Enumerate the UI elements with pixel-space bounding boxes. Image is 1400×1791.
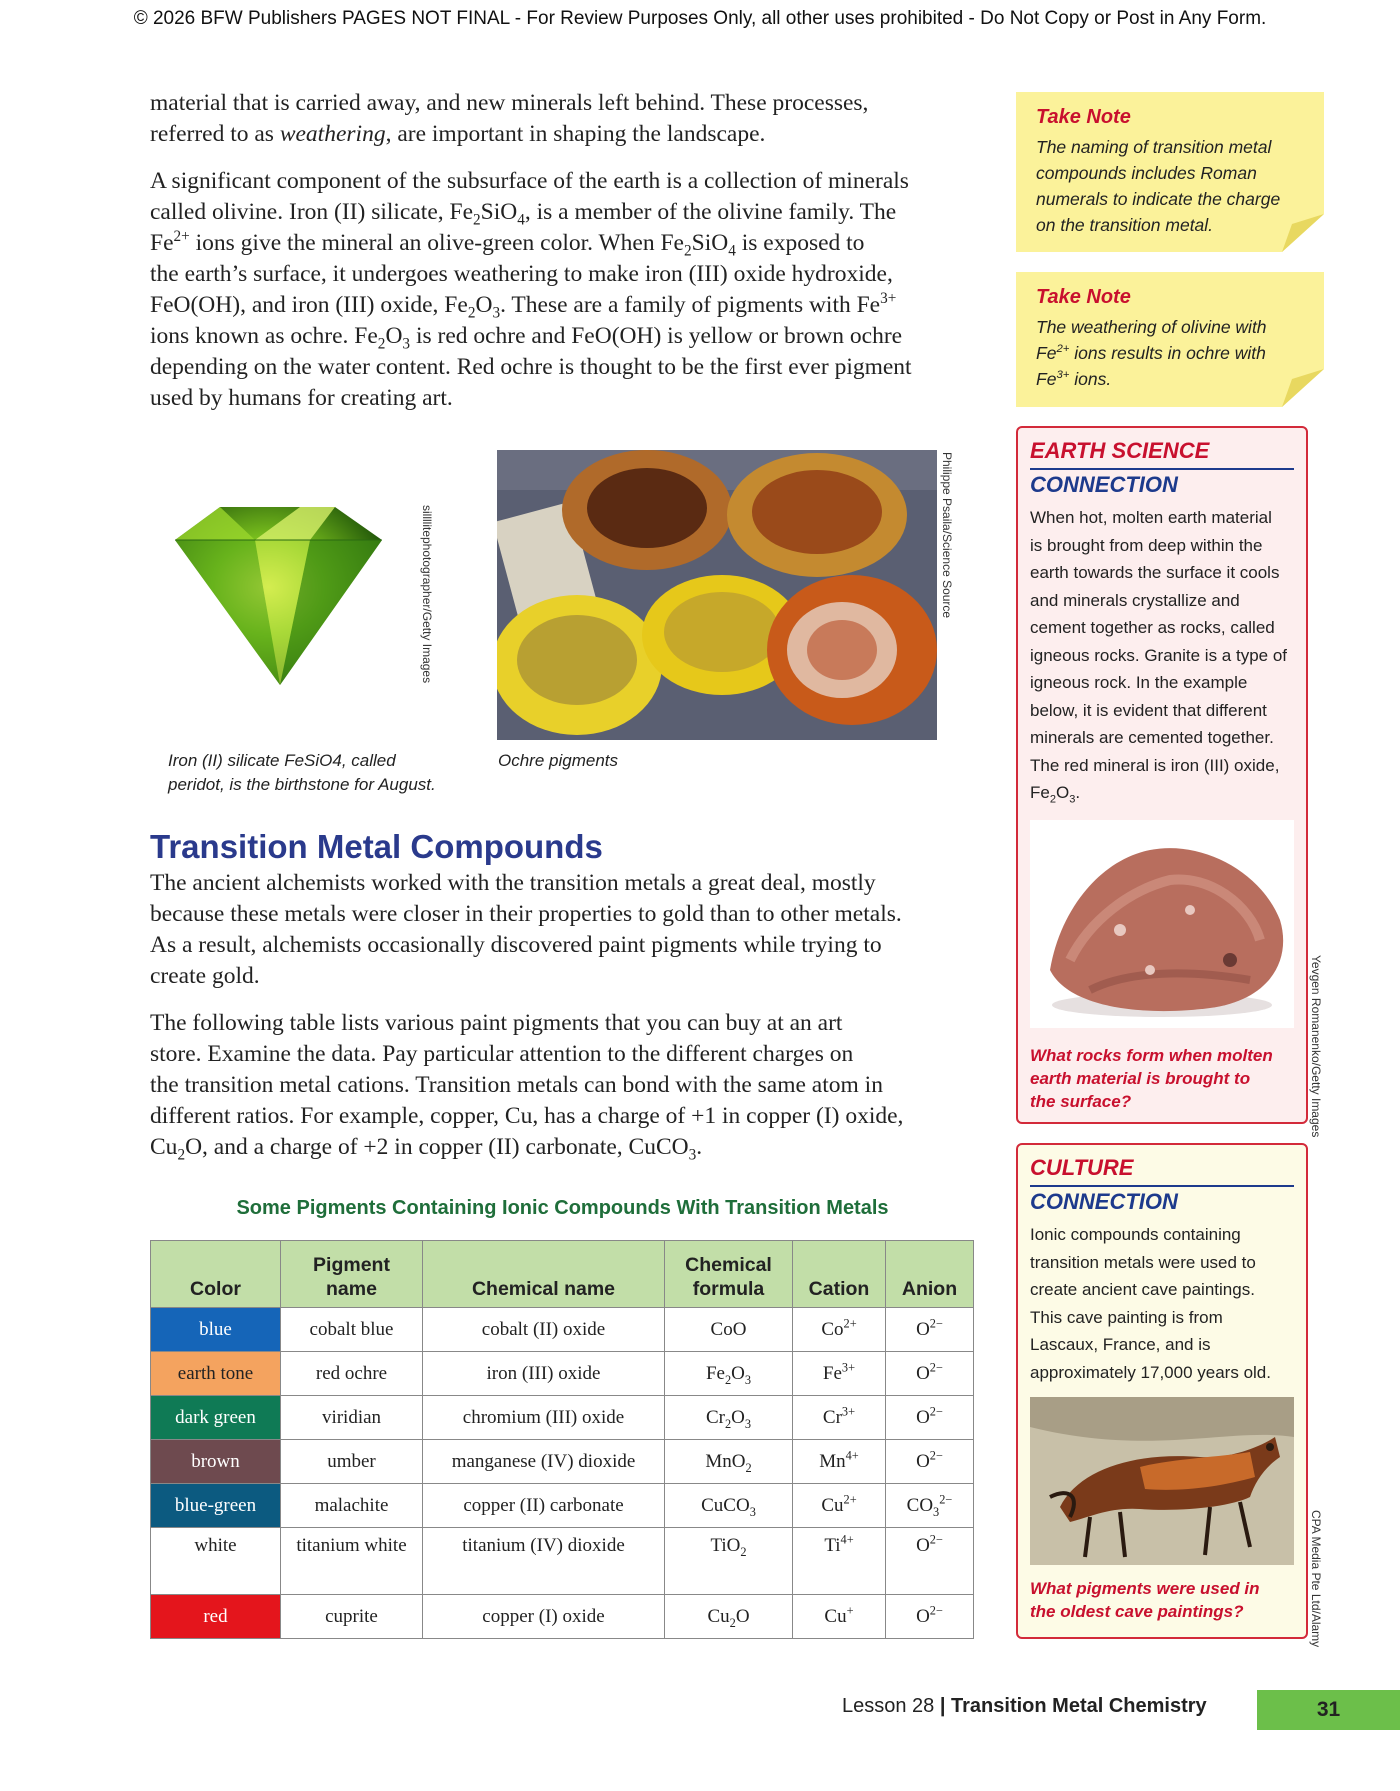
peridot-gem-image: [160, 495, 395, 695]
chemical-name-cell: copper (I) oxide: [423, 1595, 665, 1639]
chemical-formula-cell: $Fe_2O_3$: [665, 1352, 793, 1396]
pigment-name-cell: red ochre: [281, 1352, 423, 1396]
chemical-name-cell: cobalt (II) oxide: [423, 1308, 665, 1352]
intro-paragraph-2: A significant component of the subsurface of the earth is a collection of minerals called olivine. Iron (II) silicate, $Fe_2SiO_4$, is a member of the olivine family. The $Fe^{2+}$ ions give the mineral an olive-green color. When $Fe_2SiO_4$ is exposed to the earth’s surface, it undergoes weathering to make iron (III) oxide hydroxide, FeO(OH), and iron (III) oxide, $Fe_2O_3$. These are a family of pigments with $Fe^{3+}$ ions known as ochre. $Fe_2O_3$ is red ochre and FeO(OH) is yellow or brown ochre depending on the water content. Red ochre is thought to be the first ever pigment used by humans for creating art.: [150, 168, 912, 411]
culture-body-line: Lascaux, France, and is: [1030, 1335, 1211, 1354]
culture-body-line: transition metals were used to: [1030, 1252, 1256, 1272]
culture-heading-1: CULTURE: [1030, 1155, 1134, 1180]
take-note-2-body: The weathering of olivine with $Fe^{2+}$ ions results in ochre with $Fe^{3+}$ ions.: [1036, 317, 1267, 389]
pigment-name-cell: viridian: [281, 1396, 423, 1440]
section-title: Transition Metal Compounds: [150, 828, 603, 865]
header-anion: Anion: [886, 1241, 974, 1308]
earth-body-line: is brought from deep within the: [1030, 535, 1263, 555]
chemical-formula-cell: $Cr_2O_3$: [665, 1396, 793, 1440]
pigment-name-cell: cobalt blue: [281, 1308, 423, 1352]
chemical-name-cell: copper (II) carbonate: [423, 1484, 665, 1528]
earth-body-line: below, it is evident that different: [1030, 700, 1267, 720]
copyright-banner: © 2026 BFW Publishers PAGES NOT FINAL - For Review Purposes Only, all other uses prohibited - Do Not Copy or Post in Any Form.: [133, 8, 1267, 29]
table-title: Some Pigments Containing Ionic Compounds With Transition Metals: [236, 1197, 889, 1219]
anion-cell: $CO_3^{2-}$: [886, 1484, 974, 1528]
ochre-pigments-image: [497, 450, 937, 740]
take-note-2: [1016, 272, 1324, 407]
table-row: [151, 1484, 974, 1528]
anion-cell: $O^{2-}$: [886, 1440, 974, 1484]
earth-heading-1: EARTH SCIENCE: [1030, 438, 1210, 463]
chemical-formula-cell: CuCO$_3$: [665, 1484, 793, 1528]
page-curl-icon: [1282, 369, 1324, 407]
gem-caption: Iron (II) silicate FeSiO4, called peridot, is the birthstone for August.: [168, 751, 436, 794]
cation-cell: $Ti^{4+}$: [793, 1528, 886, 1595]
culture-body-line: Ionic compounds containing: [1030, 1225, 1241, 1244]
chemical-name-cell: chromium (III) oxide: [423, 1396, 665, 1440]
chemical-formula-cell: CoO: [665, 1308, 793, 1352]
pigment-name-cell: umber: [281, 1440, 423, 1484]
page-curl-icon: [1282, 214, 1324, 252]
granite-rock-image: [1030, 820, 1294, 1028]
table-row: [151, 1440, 974, 1484]
chemical-formula-cell: $Cu_2O$: [665, 1595, 793, 1639]
rock-photo-credit: Yevgen Romanenko/Getty Images: [1309, 955, 1323, 1138]
anion-cell: $O^{2-}$: [886, 1595, 974, 1639]
page-number: 31: [1257, 1690, 1400, 1730]
ochre-photo-credit: Philippe Psaila/Science Source: [940, 452, 954, 619]
earth-body-line: igneous rocks. Granite is a type of: [1030, 645, 1288, 665]
color-cell: red: [151, 1595, 281, 1639]
take-note-1-title: Take Note: [1036, 106, 1131, 128]
header-color: Color: [151, 1241, 281, 1308]
cation-cell: $Mn^{4+}$: [793, 1440, 886, 1484]
take-note-1: [1016, 92, 1324, 252]
chemical-name-cell: manganese (IV) dioxide: [423, 1440, 665, 1484]
anion-cell: $O^{2-}$: [886, 1528, 974, 1595]
earth-body-line: The red mineral is iron (III) oxide,: [1030, 755, 1280, 775]
table-row: [151, 1352, 974, 1396]
pigment-table: [150, 1240, 974, 1639]
cave-photo-credit: CPA Media Pte Ltd/Alamy: [1309, 1510, 1323, 1648]
color-cell: white: [151, 1528, 281, 1595]
chemical-formula-cell: TiO$_2$: [665, 1528, 793, 1595]
cave-painting-image: [1030, 1397, 1294, 1565]
earth-question: What rocks form when molten earth material is brought to the surface?: [1030, 1046, 1273, 1111]
pigment-name-cell: cuprite: [281, 1595, 423, 1639]
earth-body-line: and minerals crystallize and: [1030, 590, 1240, 610]
anion-cell: $O^{2-}$: [886, 1352, 974, 1396]
header-chemical-formula: Chemical formula: [665, 1241, 793, 1308]
chemical-name-cell: iron (III) oxide: [423, 1352, 665, 1396]
color-cell: blue-green: [151, 1484, 281, 1528]
anion-cell: $O^{2-}$: [886, 1308, 974, 1352]
culture-heading-2: CONNECTION: [1030, 1189, 1178, 1214]
culture-body-line: create ancient cave paintings.: [1030, 1280, 1255, 1299]
table-row: [151, 1308, 974, 1352]
culture-body: [1030, 1221, 1302, 1386]
earth-body: When hot, molten earth material is brought from deep within the earth towards the surface it cools and minerals crystallize and cement together as rocks, called igneous rocks. Granite is a type of igneous rock. In the example below, it is evident that different minerals are cemented together. The red mineral is iron (III) oxide, $Fe_2O_3$.: [1030, 504, 1302, 807]
cation-cell: $Cu^{2+}$: [793, 1484, 886, 1528]
culture-connection: [1016, 1143, 1308, 1639]
section-paragraph-1: The ancient alchemists worked with the transition metals a great deal, mostly because these metals were closer in their properties to gold than to other metals. As a result, alchemists occasionally discovered paint pigments while trying to create gold.: [150, 870, 902, 989]
cation-cell: $Fe^{3+}$: [793, 1352, 886, 1396]
section-paragraph-2: The following table lists various paint pigments that you can buy at an art store. Examine the data. Pay particular attention to the different charges on the transition metal cations. Transition metals can bond with the same atom in different ratios. For example, copper, Cu, has a charge of +1 in copper (I) oxide, $Cu_2O$, and a charge of +2 in copper (II) carbonate, CuCO$_3$.: [150, 1010, 904, 1164]
earth-body-line: earth towards the surface it cools: [1030, 563, 1280, 582]
earth-heading-2: CONNECTION: [1030, 472, 1178, 497]
color-cell: earth tone: [151, 1352, 281, 1396]
footer-lesson: Lesson 28 | Transition Metal Chemistry: [842, 1695, 1207, 1717]
chemical-formula-cell: MnO$_2$: [665, 1440, 793, 1484]
header-pigment-name: Pigment name: [281, 1241, 423, 1308]
color-cell: dark green: [151, 1396, 281, 1440]
take-note-2-title: Take Note: [1036, 286, 1131, 308]
earth-body-line: When hot, molten earth material: [1030, 508, 1272, 527]
pigment-name-cell: titanium white: [281, 1528, 423, 1595]
header-cation: Cation: [793, 1241, 886, 1308]
culture-body-line: This cave painting is from: [1030, 1307, 1223, 1327]
earth-body-line: igneous rock. In the example: [1030, 673, 1248, 692]
cation-cell: Cu+: [793, 1595, 886, 1639]
culture-question: What pigments were used in the oldest cave paintings?: [1030, 1579, 1260, 1621]
earth-science-connection: [1016, 426, 1308, 1124]
table-row: [151, 1595, 974, 1639]
cation-cell: $Cr^{3+}$: [793, 1396, 886, 1440]
table-row: [151, 1528, 974, 1595]
earth-body-line: minerals are cemented together.: [1030, 728, 1274, 747]
take-note-1-body: The naming of transition metal compounds includes Roman numerals to indicate the charge on the transition metal.: [1036, 137, 1281, 235]
color-cell: blue: [151, 1308, 281, 1352]
anion-cell: $O^{2-}$: [886, 1396, 974, 1440]
pigment-name-cell: malachite: [281, 1484, 423, 1528]
chemical-name-cell: titanium (IV) dioxide: [423, 1528, 665, 1595]
header-chemical-name: Chemical name: [423, 1241, 665, 1308]
ochre-caption: Ochre pigments: [498, 751, 618, 770]
cation-cell: $Co^{2+}$: [793, 1308, 886, 1352]
earth-body-line: cement together as rocks, called: [1030, 618, 1275, 637]
culture-body-line: approximately 17,000 years old.: [1030, 1362, 1271, 1382]
intro-paragraph-1: material that is carried away, and new minerals left behind. These processes, referred to as weathering, are important in shaping the landscape.: [150, 90, 869, 147]
gem-photo-credit: sillllitephotographer/Getty Images: [420, 505, 434, 684]
table-row: [151, 1396, 974, 1440]
color-cell: brown: [151, 1440, 281, 1484]
